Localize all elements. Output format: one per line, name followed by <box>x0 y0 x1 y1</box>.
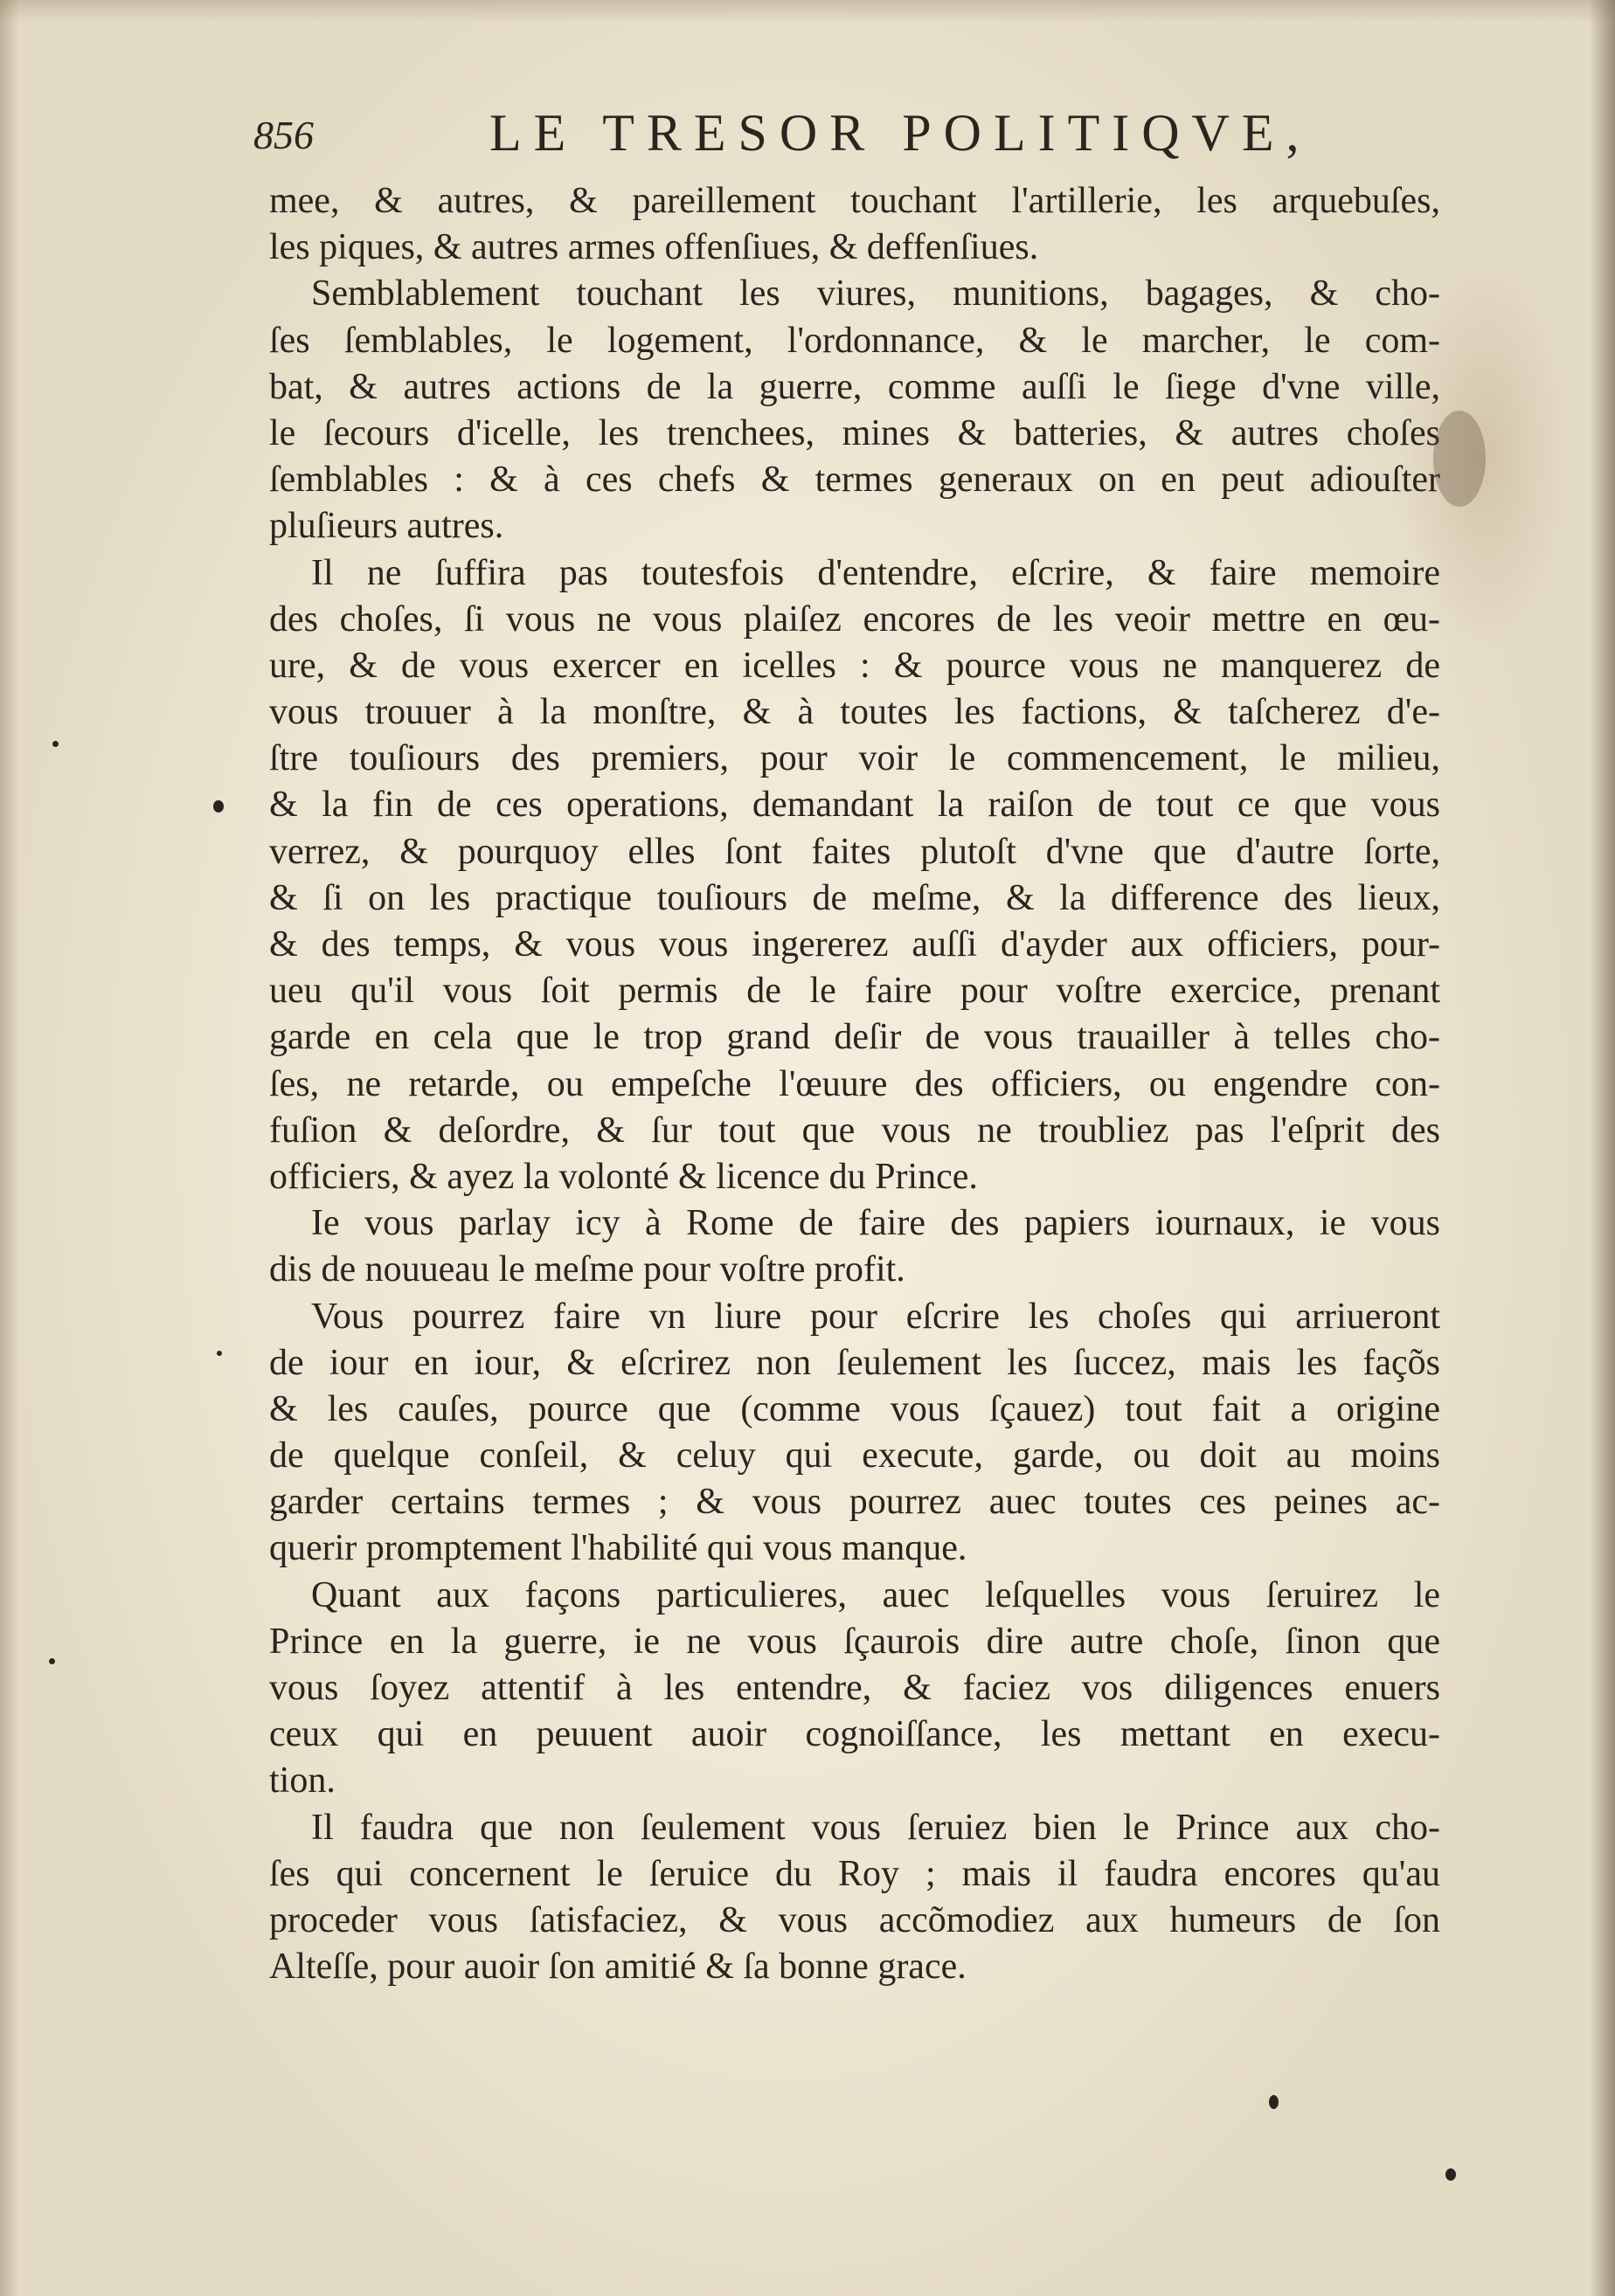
text-line: Prince en la guerre, ie ne vous ſçaurois dire autre choſe, ſinon que <box>269 1621 1440 1662</box>
text-line: ſtre touſiours des premiers, pour voir le commencement, le milieu, <box>269 738 1440 779</box>
text-line: querir promptement l'habilité qui vous manque. <box>269 1528 967 1569</box>
text-line: ure, & de vous exercer en icelles : & pource vous ne manquerez de <box>269 645 1440 686</box>
text-line: bat, & autres actions de la guerre, comme auſſi le ſiege d'vne ville, <box>269 366 1440 407</box>
text-line: Vous pourrez faire vn liure pour eſcrire les choſes qui arriueront <box>311 1296 1440 1337</box>
paper-stain <box>1433 411 1486 507</box>
page-number: 856 <box>253 113 314 157</box>
text-line: les piques, & autres armes offenſiues, & deffenſiues. <box>269 227 1039 268</box>
page-header <box>253 103 1355 173</box>
margin-speck <box>1269 2095 1279 2109</box>
text-line: Quant aux façons particulieres, auec leſquelles vous ſeruirez le <box>311 1574 1440 1615</box>
running-title: LE TRESOR POLITIQVE, <box>489 104 1312 162</box>
text-line: des choſes, ſi vous ne vous plaiſez encores de les veoir mettre en œu- <box>269 598 1440 640</box>
text-line: & ſi on les practique touſiours de meſme, & la difference des lieux, <box>269 877 1440 918</box>
text-line: ſes, ne retarde, ou empeſche l'œuure des officiers, ou engendre con- <box>269 1063 1440 1104</box>
margin-speck <box>52 741 59 747</box>
text-line: tion. <box>269 1760 336 1802</box>
text-line: & les cauſes, pource que (comme vous ſçauez) tout fait a origine <box>269 1388 1440 1429</box>
text-line: Alteſſe, pour auoir ſon amitié & ſa bonne grace. <box>269 1947 967 1988</box>
text-line: Il ne ſuffira pas toutesfois d'entendre, eſcrire, & faire memoire <box>311 552 1440 593</box>
page-edge-shadow <box>1589 0 1615 2296</box>
page-gutter-shadow <box>0 0 19 2296</box>
text-line: pluſieurs autres. <box>269 506 504 547</box>
text-line: proceder vous ſatisfaciez, & vous accõmodiez aux humeurs de ſon <box>269 1899 1440 1940</box>
margin-speck <box>49 1658 55 1664</box>
text-line: de iour en iour, & eſcrirez non ſeulement les ſuccez, mais les façõs <box>269 1342 1440 1383</box>
text-line: fuſion & deſordre, & ſur tout que vous ne troubliez pas l'eſprit des <box>269 1110 1440 1151</box>
text-line: garde en cela que le trop grand deſir de vous trauailler à telles cho- <box>269 1017 1440 1058</box>
text-line: Il faudra que non ſeulement vous ſeruiez bien le Prince aux cho- <box>311 1807 1440 1848</box>
text-line: Ie vous parlay icy à Rome de faire des papiers iournaux, ie vous <box>311 1203 1440 1244</box>
margin-bullet-mark <box>213 800 224 813</box>
text-line: ſemblables : & à ces chefs & termes generaux on en peut adiouſter <box>269 460 1440 501</box>
text-line: vous ſoyez attentif à les entendre, & faciez vos diligences enuers <box>269 1668 1440 1708</box>
text-line: dis de nouueau le meſme pour voſtre profit. <box>269 1249 905 1290</box>
text-line: Semblablement touchant les viures, munitions, bagages, & cho- <box>311 273 1440 315</box>
text-line: & la fin de ces operations, demandant la raiſon de tout ce que vous <box>269 785 1440 826</box>
text-line: ſes ſemblables, le logement, l'ordonnance, & le marcher, le com- <box>269 320 1440 361</box>
margin-speck <box>217 1351 222 1356</box>
text-line: verrez, & pourquoy elles ſont faites plutoſt d'vne que d'autre ſorte, <box>269 831 1440 872</box>
text-line: mee, & autres, & pareillement touchant l'artillerie, les arquebuſes, <box>269 181 1440 221</box>
page-top-shadow <box>0 0 1615 23</box>
text-line: le ſecours d'icelle, les trenchees, mines & batteries, & autres choſes <box>269 412 1440 453</box>
text-line: ueu qu'il vous ſoit permis de le faire pour voſtre exercice, prenant <box>269 971 1440 1012</box>
text-line: de quelque conſeil, & celuy qui execute, garde, ou doit au moins <box>269 1435 1440 1476</box>
text-line: & des temps, & vous vous ingererez auſſi d'ayder aux officiers, pour- <box>269 924 1440 965</box>
text-line: vous trouuer à la monſtre, & à toutes les factions, & taſcherez d'e- <box>269 692 1440 733</box>
text-line: ceux qui en peuuent auoir cognoiſſance, les mettant en execu- <box>269 1714 1440 1755</box>
margin-speck <box>1445 2168 1456 2181</box>
text-line: officiers, & ayez la volonté & licence du Prince. <box>269 1156 978 1197</box>
body-text <box>269 178 1440 1990</box>
text-line: garder certains termes ; & vous pourrez auec toutes ces peines ac- <box>269 1482 1440 1523</box>
text-line: ſes qui concernent le ſeruice du Roy ; mais il faudra encores qu'au <box>269 1853 1440 1894</box>
